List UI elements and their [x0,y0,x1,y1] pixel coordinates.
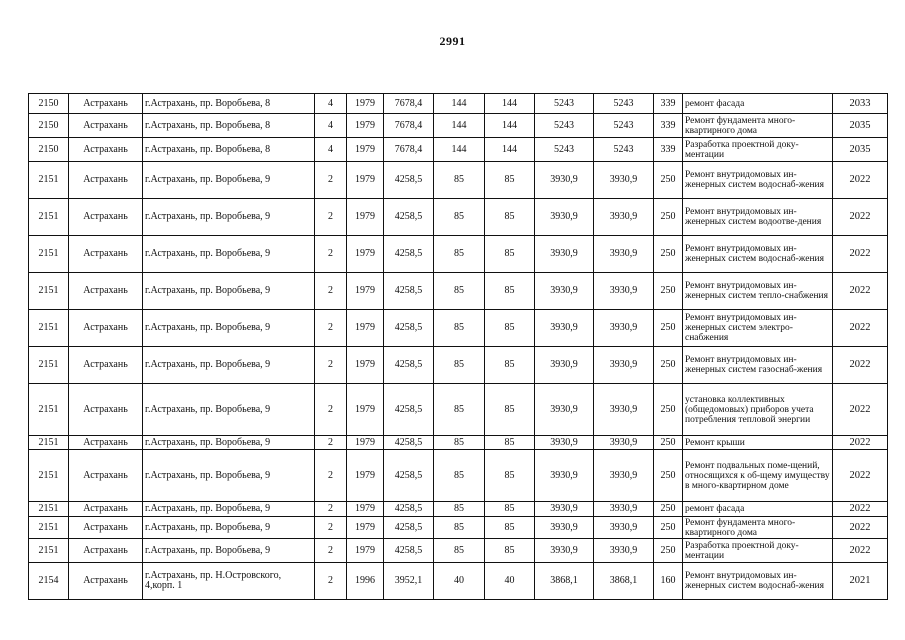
built-year-cell: 1979 [347,517,384,539]
area-cell: 7678,4 [384,138,434,162]
residents-cell: 85 [434,273,485,310]
row-id-cell: 2151 [29,273,69,310]
table-row [29,384,888,436]
floors-cell: 4 [315,138,347,162]
planned-year-cell: 2022 [833,502,888,517]
table-row [29,517,888,539]
living-area-cell: 3930,9 [535,384,594,436]
living-area-total-cell: 3930,9 [594,450,654,502]
work-type-cell: Ремонт внутридомовых ин-женерных систем водоснаб-жения [683,236,833,273]
row-id-cell: 2151 [29,236,69,273]
row-id-cell: 2150 [29,114,69,138]
row-id-cell: 2151 [29,539,69,563]
residents-total-cell: 85 [485,450,535,502]
city-cell: Астрахань [69,236,143,273]
area-cell: 4258,5 [384,236,434,273]
residents-cell: 85 [434,310,485,347]
work-type-cell: Ремонт внутридомовых ин-женерных систем водоснаб-жения [683,563,833,600]
living-area-total-cell: 5243 [594,138,654,162]
table-body [29,94,888,600]
residents-total-cell: 85 [485,199,535,236]
floors-cell: 2 [315,517,347,539]
residents-total-cell: 85 [485,539,535,563]
city-cell: Астрахань [69,539,143,563]
area-cell: 4258,5 [384,199,434,236]
address-cell: г.Астрахань, пр. Воробьева, 9 [143,310,315,347]
work-type-cell: установка коллективных (общедомовых) приборов учета потребления тепловой энергии [683,384,833,436]
built-year-cell: 1979 [347,502,384,517]
apartments-cell: 250 [654,517,683,539]
floors-cell: 2 [315,450,347,502]
table-row [29,199,888,236]
area-cell: 3952,1 [384,563,434,600]
area-cell: 4258,5 [384,517,434,539]
city-cell: Астрахань [69,384,143,436]
living-area-cell: 3930,9 [535,236,594,273]
residents-cell: 85 [434,517,485,539]
apartments-cell: 160 [654,563,683,600]
area-cell: 4258,5 [384,310,434,347]
planned-year-cell: 2035 [833,114,888,138]
address-cell: г.Астрахань, пр. Воробьева, 8 [143,138,315,162]
living-area-total-cell: 3930,9 [594,273,654,310]
work-type-cell: Ремонт фундамента много-квартирного дома [683,114,833,138]
area-cell: 7678,4 [384,114,434,138]
address-cell: г.Астрахань, пр. Воробьева, 9 [143,502,315,517]
address-cell: г.Астрахань, пр. Воробьева, 9 [143,384,315,436]
city-cell: Астрахань [69,436,143,450]
row-id-cell: 2151 [29,502,69,517]
residents-cell: 85 [434,436,485,450]
area-cell: 4258,5 [384,436,434,450]
floors-cell: 2 [315,310,347,347]
row-id-cell: 2154 [29,563,69,600]
area-cell: 4258,5 [384,273,434,310]
living-area-total-cell: 3930,9 [594,384,654,436]
living-area-cell: 3930,9 [535,502,594,517]
built-year-cell: 1979 [347,162,384,199]
residents-total-cell: 85 [485,273,535,310]
living-area-total-cell: 3930,9 [594,347,654,384]
city-cell: Астрахань [69,502,143,517]
residents-cell: 40 [434,563,485,600]
city-cell: Астрахань [69,563,143,600]
living-area-total-cell: 3930,9 [594,236,654,273]
residents-cell: 85 [434,236,485,273]
apartments-cell: 250 [654,384,683,436]
apartments-cell: 250 [654,199,683,236]
floors-cell: 2 [315,236,347,273]
apartments-cell: 339 [654,138,683,162]
city-cell: Астрахань [69,199,143,236]
apartments-cell: 250 [654,162,683,199]
area-cell: 4258,5 [384,162,434,199]
table-row [29,273,888,310]
residents-cell: 144 [434,94,485,114]
apartments-cell: 250 [654,539,683,563]
built-year-cell: 1979 [347,273,384,310]
residents-cell: 85 [434,384,485,436]
floors-cell: 2 [315,162,347,199]
apartments-cell: 250 [654,236,683,273]
table-row [29,502,888,517]
table-row [29,347,888,384]
address-cell: г.Астрахань, пр. Воробьева, 9 [143,199,315,236]
living-area-total-cell: 3930,9 [594,310,654,347]
row-id-cell: 2150 [29,138,69,162]
living-area-total-cell: 3930,9 [594,162,654,199]
apartments-cell: 250 [654,450,683,502]
floors-cell: 2 [315,347,347,384]
living-area-total-cell: 3930,9 [594,502,654,517]
city-cell: Астрахань [69,347,143,384]
living-area-cell: 5243 [535,114,594,138]
built-year-cell: 1979 [347,450,384,502]
planned-year-cell: 2021 [833,563,888,600]
residents-cell: 85 [434,502,485,517]
living-area-cell: 3930,9 [535,539,594,563]
address-cell: г.Астрахань, пр. Воробьева, 9 [143,273,315,310]
planned-year-cell: 2022 [833,199,888,236]
table-row [29,94,888,114]
planned-year-cell: 2022 [833,310,888,347]
area-cell: 7678,4 [384,94,434,114]
row-id-cell: 2151 [29,384,69,436]
planned-year-cell: 2022 [833,539,888,563]
residents-total-cell: 40 [485,563,535,600]
row-id-cell: 2150 [29,94,69,114]
city-cell: Астрахань [69,138,143,162]
built-year-cell: 1979 [347,199,384,236]
residents-total-cell: 85 [485,347,535,384]
floors-cell: 2 [315,563,347,600]
address-cell: г.Астрахань, пр. Воробьева, 9 [143,236,315,273]
built-year-cell: 1979 [347,138,384,162]
row-id-cell: 2151 [29,199,69,236]
residents-total-cell: 144 [485,138,535,162]
table-row [29,436,888,450]
floors-cell: 2 [315,384,347,436]
living-area-cell: 5243 [535,138,594,162]
table-row [29,138,888,162]
work-type-cell: Ремонт внутридомовых ин-женерных систем водоотве-дения [683,199,833,236]
built-year-cell: 1979 [347,436,384,450]
address-cell: г.Астрахань, пр. Воробьева, 8 [143,94,315,114]
apartments-cell: 250 [654,436,683,450]
work-type-cell: ремонт фасада [683,94,833,114]
built-year-cell: 1979 [347,236,384,273]
city-cell: Астрахань [69,450,143,502]
residents-total-cell: 85 [485,162,535,199]
table-row [29,162,888,199]
residents-total-cell: 144 [485,94,535,114]
work-type-cell: Ремонт внутридомовых ин-женерных систем тепло-снабжения [683,273,833,310]
planned-year-cell: 2022 [833,450,888,502]
residents-total-cell: 85 [485,310,535,347]
table-row [29,236,888,273]
row-id-cell: 2151 [29,450,69,502]
residents-cell: 85 [434,162,485,199]
planned-year-cell: 2022 [833,236,888,273]
work-type-cell: Разработка проектной доку-ментации [683,539,833,563]
city-cell: Астрахань [69,114,143,138]
floors-cell: 4 [315,114,347,138]
work-type-cell: Ремонт крыши [683,436,833,450]
living-area-total-cell: 3930,9 [594,436,654,450]
residents-total-cell: 85 [485,517,535,539]
apartments-cell: 339 [654,94,683,114]
residents-total-cell: 85 [485,236,535,273]
living-area-cell: 3930,9 [535,310,594,347]
area-cell: 4258,5 [384,502,434,517]
living-area-total-cell: 5243 [594,94,654,114]
address-cell: г.Астрахань, пр. Воробьева, 8 [143,114,315,138]
floors-cell: 2 [315,273,347,310]
row-id-cell: 2151 [29,517,69,539]
living-area-cell: 3930,9 [535,347,594,384]
row-id-cell: 2151 [29,162,69,199]
residents-total-cell: 144 [485,114,535,138]
residents-cell: 85 [434,539,485,563]
residents-total-cell: 85 [485,384,535,436]
address-cell: г.Астрахань, пр. Воробьева, 9 [143,517,315,539]
apartments-cell: 250 [654,310,683,347]
living-area-cell: 5243 [535,94,594,114]
floors-cell: 2 [315,502,347,517]
planned-year-cell: 2033 [833,94,888,114]
address-cell: г.Астрахань, пр. Воробьева, 9 [143,347,315,384]
living-area-cell: 3930,9 [535,517,594,539]
row-id-cell: 2151 [29,310,69,347]
residents-total-cell: 85 [485,436,535,450]
planned-year-cell: 2022 [833,436,888,450]
apartments-cell: 339 [654,114,683,138]
living-area-cell: 3930,9 [535,273,594,310]
planned-year-cell: 2022 [833,162,888,199]
work-type-cell: Ремонт внутридомовых ин-женерных систем водоснаб-жения [683,162,833,199]
table-row [29,539,888,563]
living-area-total-cell: 3930,9 [594,199,654,236]
living-area-cell: 3930,9 [535,436,594,450]
work-type-cell: Ремонт подвальных поме-щений, относящихся к об-щему имуществу в много-квартирном доме [683,450,833,502]
living-area-cell: 3930,9 [535,450,594,502]
address-cell: г.Астрахань, пр. Воробьева, 9 [143,450,315,502]
built-year-cell: 1979 [347,310,384,347]
area-cell: 4258,5 [384,450,434,502]
table-row [29,114,888,138]
area-cell: 4258,5 [384,539,434,563]
address-cell: г.Астрахань, пр. Воробьева, 9 [143,436,315,450]
planned-year-cell: 2022 [833,347,888,384]
built-year-cell: 1996 [347,563,384,600]
built-year-cell: 1979 [347,347,384,384]
residents-cell: 85 [434,347,485,384]
planned-year-cell: 2022 [833,517,888,539]
living-area-cell: 3930,9 [535,162,594,199]
apartments-cell: 250 [654,273,683,310]
address-cell: г.Астрахань, пр. Воробьева, 9 [143,162,315,199]
built-year-cell: 1979 [347,114,384,138]
floors-cell: 2 [315,539,347,563]
residents-total-cell: 85 [485,502,535,517]
built-year-cell: 1979 [347,539,384,563]
city-cell: Астрахань [69,517,143,539]
residents-cell: 144 [434,114,485,138]
address-cell: г.Астрахань, пр. Воробьева, 9 [143,539,315,563]
living-area-total-cell: 5243 [594,114,654,138]
city-cell: Астрахань [69,310,143,347]
living-area-cell: 3930,9 [535,199,594,236]
city-cell: Астрахань [69,94,143,114]
residents-cell: 144 [434,138,485,162]
living-area-total-cell: 3868,1 [594,563,654,600]
table-row [29,563,888,600]
built-year-cell: 1979 [347,94,384,114]
work-type-cell: Ремонт внутридомовых ин-женерных систем электро-снабжения [683,310,833,347]
planned-year-cell: 2035 [833,138,888,162]
living-area-cell: 3868,1 [535,563,594,600]
residents-cell: 85 [434,199,485,236]
planned-year-cell: 2022 [833,273,888,310]
work-type-cell: ремонт фасада [683,502,833,517]
residents-cell: 85 [434,450,485,502]
living-area-total-cell: 3930,9 [594,517,654,539]
address-cell: г.Астрахань, пр. Н.Островского, 4,корп. 1 [143,563,315,600]
work-type-cell: Ремонт внутридомовых ин-женерных систем газоснаб-жения [683,347,833,384]
table-row [29,450,888,502]
area-cell: 4258,5 [384,347,434,384]
apartments-cell: 250 [654,347,683,384]
city-cell: Астрахань [69,273,143,310]
built-year-cell: 1979 [347,384,384,436]
floors-cell: 2 [315,436,347,450]
work-type-cell: Разработка проектной доку-ментации [683,138,833,162]
row-id-cell: 2151 [29,436,69,450]
planned-year-cell: 2022 [833,384,888,436]
floors-cell: 4 [315,94,347,114]
living-area-total-cell: 3930,9 [594,539,654,563]
table-row [29,310,888,347]
work-type-cell: Ремонт фундамента много-квартирного дома [683,517,833,539]
floors-cell: 2 [315,199,347,236]
row-id-cell: 2151 [29,347,69,384]
page-number: 2991 [439,34,466,48]
city-cell: Астрахань [69,162,143,199]
registry-table [28,93,888,600]
area-cell: 4258,5 [384,384,434,436]
apartments-cell: 250 [654,502,683,517]
